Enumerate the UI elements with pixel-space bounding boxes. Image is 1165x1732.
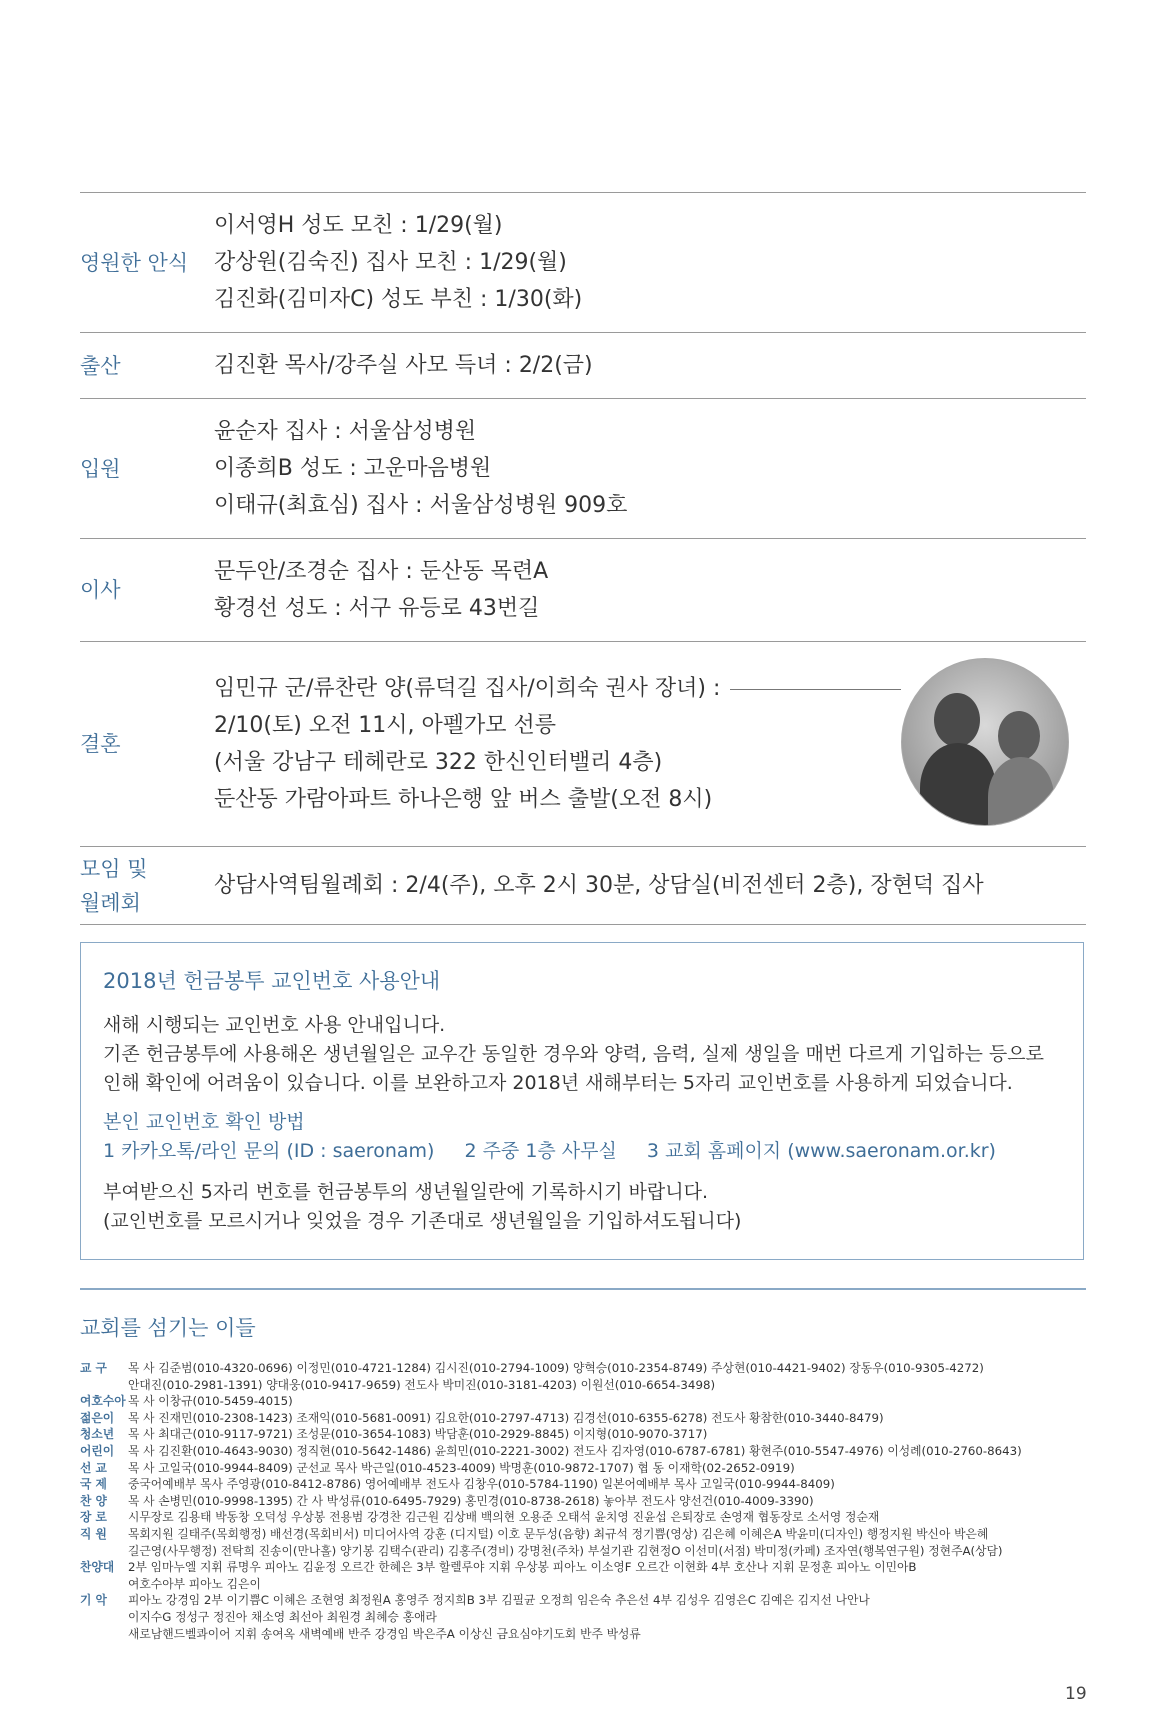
staff-line: 시무장로 김용태 박동창 오덕성 우상봉 전용범 강경찬 김근원 김상배 백의현 오용준 오태석 윤치영 진윤섭 은퇴장로 손영재 협동장로 소서영 정순재 <box>128 1510 880 1525</box>
notice-content <box>214 399 1086 538</box>
notice-line: 임민규 군/류찬란 양(류덕길 집사/이희숙 권사 장녀) : <box>214 676 721 701</box>
staff-row <box>80 1426 1086 1443</box>
staff-line: 목 사 진재민(010-2308-1423) 조재익(010-5681-0091) 김요한(010-2797-4713) 김경선(010-6355-6278) 전도사 황참한(010-3440-8479) <box>128 1410 884 1425</box>
staff-line: 이지수G 정성구 정진아 채소영 최선아 최원경 최혜승 홍애라 <box>128 1609 437 1624</box>
notice-content <box>214 539 1086 641</box>
notice-line: 황경선 성도 : 서구 유등로 43번길 <box>214 596 540 621</box>
offering-envelope-guide <box>80 942 1084 1260</box>
guide-subtitle: 본인 교인번호 확인 방법 <box>103 1111 305 1133</box>
notice-line: 이서영H 성도 모친 : 1/29(월) <box>214 213 503 238</box>
staff-row <box>80 1443 1086 1460</box>
notice-line: 2/10(토) 오전 11시, 아펠가모 선릉 <box>214 713 557 738</box>
staff-department: 어린이 <box>80 1443 115 1458</box>
staff-line: 목 사 최대근(010-9117-9721) 조성문(010-3654-1083) 박담훈(010-2929-8845) 이지형(010-9070-3717) <box>128 1427 708 1442</box>
notice-label: 이사 <box>80 578 121 602</box>
staff-members <box>128 1526 1003 1559</box>
staff-row <box>80 1393 1086 1410</box>
staff-row <box>80 1526 1086 1559</box>
staff-row <box>80 1476 1086 1493</box>
notice-row-hospital <box>80 399 1086 539</box>
method-office: 2 주중 1층 사무실 <box>464 1140 617 1162</box>
staff-members <box>128 1426 707 1443</box>
notice-line: 윤순자 집사 : 서울삼성병원 <box>214 419 477 444</box>
notice-row-wedding <box>80 642 1086 847</box>
staff-line: 중국어예배부 목사 주영광(010-8412-8786) 영어예배부 전도사 김창우(010-5784-1190) 일본어예배부 목사 고일국(010-9944-8409) <box>128 1477 835 1492</box>
notice-row-meeting <box>80 847 1086 925</box>
notice-label: 출산 <box>80 353 121 378</box>
notice-line: 문두안/조경순 집사 : 둔산동 목련A <box>214 559 549 584</box>
notice-row-moving <box>80 539 1086 642</box>
notice-line: 이태규(최효심) 집사 : 서울삼성병원 909호 <box>214 493 628 518</box>
notice-row-condolence <box>80 193 1086 333</box>
notice-line: (서울 강남구 테헤란로 322 한신인터밸리 4층) <box>214 750 663 775</box>
notice-line: 김진화(김미자C) 성도 부친 : 1/30(화) <box>214 287 583 312</box>
notice-line: 강상원(김숙진) 집사 모친 : 1/29(월) <box>214 250 567 275</box>
staff-members <box>128 1393 293 1410</box>
staff-department: 교 구 <box>80 1361 107 1375</box>
staff-row <box>80 1410 1086 1427</box>
staff-members <box>128 1410 884 1427</box>
notices-table <box>80 192 1086 925</box>
staff-members <box>128 1476 835 1493</box>
staff-line: 안대진(010-2981-1391) 양대웅(010-9417-9659) 전도사 박미진(010-3181-4203) 이원선(010-6654-3498) <box>128 1377 716 1392</box>
staff-row <box>80 1460 1086 1477</box>
method-kakao: 1 카카오톡/라인 문의 (ID : saeronam) <box>103 1140 435 1162</box>
guide-paragraph: 새해 시행되는 교인번호 사용 안내입니다. <box>103 1014 446 1036</box>
notice-content <box>214 847 1086 924</box>
photo-connector-line <box>730 689 901 690</box>
page-number: 19 <box>1065 1684 1087 1704</box>
staff-members <box>128 1509 879 1526</box>
staff-line: 목회지원 길태주(목회행정) 배선경(목회비서) 미디어사역 강훈 (디지털) 이호 문두성(음향) 최규석 정기쁨(영상) 김은혜 이혜은A 박윤미(디자인) 행정지원 박신아 박은혜 <box>128 1526 989 1541</box>
staff-section <box>80 1288 1086 1642</box>
staff-line: 여호수아부 피아노 김은이 <box>128 1576 261 1591</box>
notice-content <box>214 333 1086 398</box>
staff-line: 목 사 손병민(010-9998-1395) 간 사 박성류(010-6495-7929) 홍민경(010-8738-2618) 놓아부 전도사 양선건(010-4009-3390) <box>128 1493 814 1508</box>
staff-line: 피아노 강경임 2부 이기쁨C 이혜은 조현영 최정원A 홍영주 정지희B 3부 김필균 오정희 임은숙 추은선 4부 김성우 김영은C 김예은 김지선 나안나 <box>128 1593 870 1608</box>
staff-department: 선 교 <box>80 1460 107 1475</box>
staff-line: 목 사 이창규(010-5459-4015) <box>128 1394 293 1409</box>
staff-members <box>128 1443 1022 1460</box>
staff-members <box>128 1493 814 1510</box>
notice-line: 이종희B 성도 : 고운마음병원 <box>214 456 492 481</box>
guide-title: 2018년 헌금봉투 교인번호 사용안내 <box>103 969 441 993</box>
guide-paragraph: 기존 헌금봉투에 사용해온 생년월일은 교우간 동일한 경우와 양력, 음력, 실제 생일을 매번 다르게 기입하는 등으로 <box>103 1043 1044 1065</box>
notice-line: 둔산동 가람아파트 하나은행 앞 버스 출발(오전 8시) <box>214 787 713 812</box>
staff-department: 기 악 <box>80 1593 107 1608</box>
staff-line: 길근영(사무행정) 전탁희 진송이(만나홀) 양기봉 김택수(관리) 김홍주(경비) 강명천(주차) 부설기관 김현정O 이선미(서점) 박미정(카페) 조자연(행복연구원) 정현주A(상담) <box>128 1543 1003 1558</box>
staff-members <box>128 1460 795 1477</box>
staff-line: 2부 임마누엘 지휘 류명우 피아노 김윤정 오르간 한혜은 3부 할렐루야 지휘 우상봉 피아노 이소영F 오르간 이현화 4부 호산나 지휘 문정훈 피아노 이민아B <box>128 1560 917 1575</box>
staff-line: 목 사 김진환(010-4643-9030) 정직현(010-5642-1486) 윤희민(010-2221-3002) 전도사 김자영(010-6787-6781) 황현주(010-5547-4976) 이성례(010-2760-8643) <box>128 1443 1022 1458</box>
staff-row <box>80 1559 1086 1592</box>
staff-department: 찬양대 <box>80 1560 115 1575</box>
staff-row <box>80 1592 1086 1642</box>
staff-members <box>128 1592 870 1642</box>
staff-list <box>80 1360 1086 1642</box>
notice-label <box>80 847 214 924</box>
staff-members <box>128 1559 917 1592</box>
staff-department: 젊은이 <box>80 1410 115 1425</box>
staff-row <box>80 1493 1086 1510</box>
staff-department: 국 제 <box>80 1477 107 1492</box>
staff-department: 직 원 <box>80 1526 107 1541</box>
guide-methods <box>103 1137 1061 1166</box>
notice-label: 결혼 <box>80 732 121 756</box>
staff-department: 여호수아 <box>80 1394 126 1409</box>
staff-line: 새로남핸드벨콰이어 지휘 송여옥 새벽예배 반주 강경임 박은주A 이상신 금요심야기도회 반주 박성류 <box>128 1626 641 1641</box>
guide-closing: 부여받으신 5자리 번호를 헌금봉투의 생년월일란에 기록하시기 바랍니다. <box>103 1181 708 1203</box>
staff-department: 청소년 <box>80 1427 115 1442</box>
staff-line: 목 사 김준범(010-4320-0696) 이정민(010-4721-1284) 김시진(010-2794-1009) 양혁승(010-2354-8749) 주상현(010-4421-9402) 장동우(010-9305-4272) <box>128 1361 984 1375</box>
notice-row-birth <box>80 333 1086 399</box>
staff-title: 교회를 섬기는 이들 <box>80 1316 256 1340</box>
notice-label: 입원 <box>80 456 121 481</box>
notice-line: 상담사역팀월례회 : 2/4(주), 오후 2시 30분, 상담실(비전센터 2층), 장현덕 집사 <box>214 873 984 898</box>
method-website[interactable]: 3 교회 홈페이지 (www.saeronam.or.kr) <box>646 1140 996 1162</box>
notice-label-line: 월례회 <box>80 890 141 915</box>
notice-content <box>214 193 1086 332</box>
staff-row <box>80 1509 1086 1526</box>
notice-line: 김진환 목사/강주실 사모 득녀 : 2/2(금) <box>214 353 593 378</box>
staff-row <box>80 1360 1086 1393</box>
staff-department: 장 로 <box>80 1510 107 1525</box>
guide-closing: (교인번호를 모르시거나 잊었을 경우 기존대로 생년월일을 기입하셔도됩니다) <box>103 1210 742 1232</box>
notice-label-line: 모임 및 <box>80 856 148 881</box>
couple-photo <box>901 658 1069 826</box>
staff-department: 찬 양 <box>80 1493 107 1508</box>
staff-members <box>128 1360 984 1393</box>
guide-paragraph: 인해 확인에 어려움이 있습니다. 이를 보완하고자 2018년 새해부터는 5자리 교인번호를 사용하게 되었습니다. <box>103 1072 1013 1094</box>
notice-label: 영원한 안식 <box>80 250 189 275</box>
staff-line: 목 사 고일국(010-9944-8409) 군선교 목사 박근일(010-4523-4009) 박명훈(010-9872-1707) 협 동 이재학(02-2652-0919) <box>128 1460 795 1475</box>
